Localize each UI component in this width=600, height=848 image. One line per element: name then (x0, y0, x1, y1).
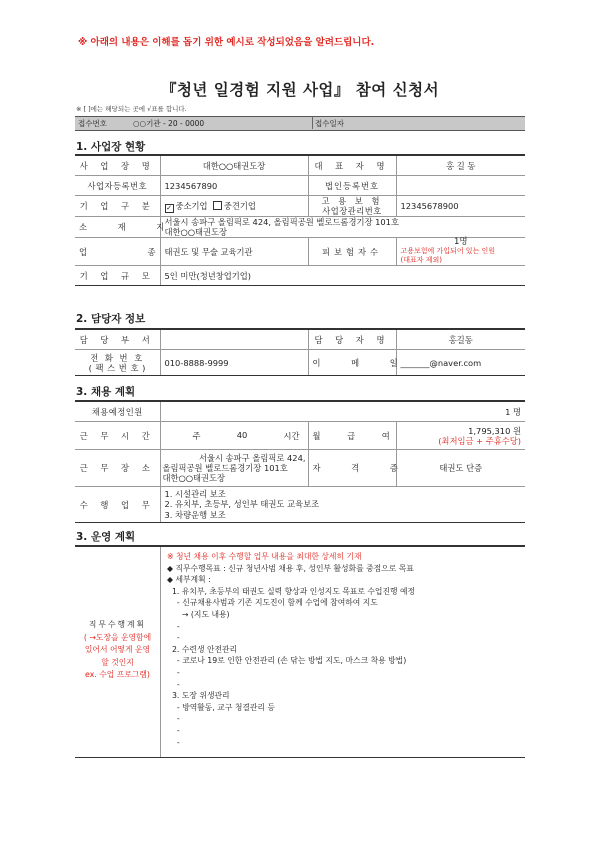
section-title-hiring: 3. 채용 계획 (76, 386, 136, 398)
type-options (160, 196, 308, 217)
bizno-label: 사업자등록번호 (75, 176, 160, 196)
insured-note-2: (대표자 제외) (400, 256, 442, 264)
plan-line: - 코로나 19로 인한 안전관리 (손 닦는 방법 지도, 마스크 착용 방법) (167, 656, 407, 666)
plan-line: - (167, 737, 180, 747)
plan-line: - (167, 621, 180, 631)
duty-item: 1. 시설관리 보조 (164, 488, 226, 499)
plan-line: 1. 유치부, 초등부의 태권도 실력 향상과 인성지도 목표로 수업진행 예정 (167, 586, 416, 596)
phone-value[interactable]: 010-8888-9999 (160, 350, 308, 376)
receipt-bar (75, 116, 525, 131)
industry-label: 업 종 (75, 238, 160, 266)
plan-line: → (지도 내용) (167, 609, 230, 619)
emp-label: 고 용 보 험 사업장관리번호 (308, 196, 396, 217)
insured-note-1: 고용보험에 가입되어 있는 인원 (400, 247, 496, 255)
company-label: 사 업 장 명 (75, 155, 160, 176)
plan-line: ※ 청년 채용 이후 수행할 업무 내용을 최대한 상세히 기재 (167, 552, 362, 561)
hiring-table (75, 400, 525, 523)
email-label: 이 메 일 (308, 350, 396, 376)
receipt-number: ○○기관 - 20 - 0000 (133, 119, 205, 128)
section-title-operation: 3. 운영 계획 (76, 531, 136, 543)
plan-line: - (167, 725, 180, 735)
plan-line: - 방역활동, 교구 청결관리 등 (167, 702, 275, 712)
dept-label: 담 당 부 서 (75, 329, 160, 350)
check-note: ※ [ ]에는 해당되는 곳에 √표를 합니다. (76, 105, 187, 113)
plan-line: 2. 수련생 안전관리 (167, 644, 238, 654)
qual-value[interactable]: 태권도 단증 (396, 450, 525, 487)
mid-label: 중견기업 (223, 200, 256, 211)
plan-content[interactable] (167, 551, 415, 748)
mid-checkbox[interactable] (213, 201, 222, 210)
scale-value[interactable]: 5인 미만(청년창업기업) (160, 266, 525, 286)
section-title-workplace: 1. 사업장 현황 (76, 141, 146, 153)
company-value[interactable]: 대한○○태권도장 (160, 155, 308, 176)
hours-label: 근 무 시 간 (75, 422, 160, 450)
duty-value[interactable] (160, 487, 525, 523)
contact-table (75, 328, 525, 376)
addr-label: 소 재 지 (75, 217, 160, 238)
duty-item: 3. 차량운행 보조 (164, 509, 226, 520)
dept-value[interactable] (160, 329, 308, 350)
insured-value: 1명 (453, 237, 468, 247)
industry-value[interactable]: 태권도 및 무술 교육기관 (160, 238, 308, 266)
receipt-date-label: 접수일자 (315, 119, 344, 128)
empno-value[interactable]: 12345678900 (396, 196, 525, 217)
corpno-value[interactable] (396, 176, 525, 196)
insured-label: 피보험자수 (308, 238, 396, 266)
scale-label: 기 업 규 모 (75, 266, 160, 286)
ceo-value[interactable]: 홍 길 동 (396, 155, 525, 176)
plan-line: 3. 도장 위생관리 (167, 691, 230, 701)
plan-line: - (167, 667, 180, 677)
qual-label: 자 격 증 (308, 450, 396, 487)
manager-value[interactable]: 홍길동 (396, 329, 525, 350)
email-value[interactable]: _______@naver.com (396, 350, 525, 376)
ceo-label: 대 표 자 명 (308, 155, 396, 176)
manager-label: 담 당 자 명 (308, 329, 396, 350)
plan-line: - 신규채용사범과 기존 지도진이 함께 수업에 참여하여 지도 (167, 598, 378, 608)
plan-line: - (167, 633, 180, 643)
section-title-contact: 2. 담당자 정보 (76, 313, 146, 325)
bizno-value[interactable]: 1234567890 (160, 176, 308, 196)
plan-line: - (167, 714, 180, 724)
place-value[interactable]: 서울시 송파구 올림픽로 424, 올림픽공원 벨로드롬경기장 101호 대한○○태권도장 (160, 450, 308, 487)
wage-note: (최저임금 + 주휴수당) (438, 435, 522, 446)
wage-label: 월 급 여 (308, 422, 396, 450)
wage-value: 1,795,310 원 (468, 425, 522, 436)
type-label: 기 업 구 분 (75, 196, 160, 217)
page-title: 『청년 일경험 지원 사업』 참여 신청서 (160, 81, 440, 99)
wage-cell[interactable] (396, 422, 525, 450)
plan-line: ◆ 세부계획 : (167, 575, 211, 585)
hours-value[interactable]: 주 40 시간 (160, 422, 308, 450)
phone-label: 전 화 번 호 ( 팩 스 번 호 ) (75, 350, 160, 376)
notice-text: ※ 아래의 내용은 이해를 돕기 위한 예시로 작성되었음을 알려드립니다. (78, 37, 375, 48)
corpno-label: 법인등록번호 (308, 176, 396, 196)
receipt-label: 접수번호 (78, 119, 107, 128)
place-label: 근 무 장 소 (75, 450, 160, 487)
hire-value[interactable]: 1 명 (160, 401, 525, 422)
sme-label: 중소기업 (175, 200, 208, 211)
sme-checkbox[interactable]: ✓ (166, 203, 172, 212)
duty-label: 수 행 업 무 (75, 487, 160, 523)
addr-value[interactable]: 서울시 송파구 올림픽로 424, 올림픽공원 벨로드롬경기장 101호 대한○○태권도장 (160, 217, 525, 238)
workplace-table (75, 154, 525, 286)
plan-line: - (167, 679, 180, 689)
insured-cell[interactable] (396, 238, 525, 266)
hire-label: 채용예정인원 (75, 401, 160, 422)
operation-plan-box (75, 545, 525, 758)
plan-line: ◆ 직무수행목표 : 신규 청년사범 채용 후, 성인부 활성화를 중점으로 목표 (167, 563, 414, 573)
plan-label: 직무수행계획 ( →도장을 운영함에 있어서 어떻게 운영 할 것인지 ex. 수업 프로그램) (75, 547, 161, 757)
duty-item: 2. 유치부, 초등부, 성인부 태권도 교육보조 (164, 499, 320, 510)
